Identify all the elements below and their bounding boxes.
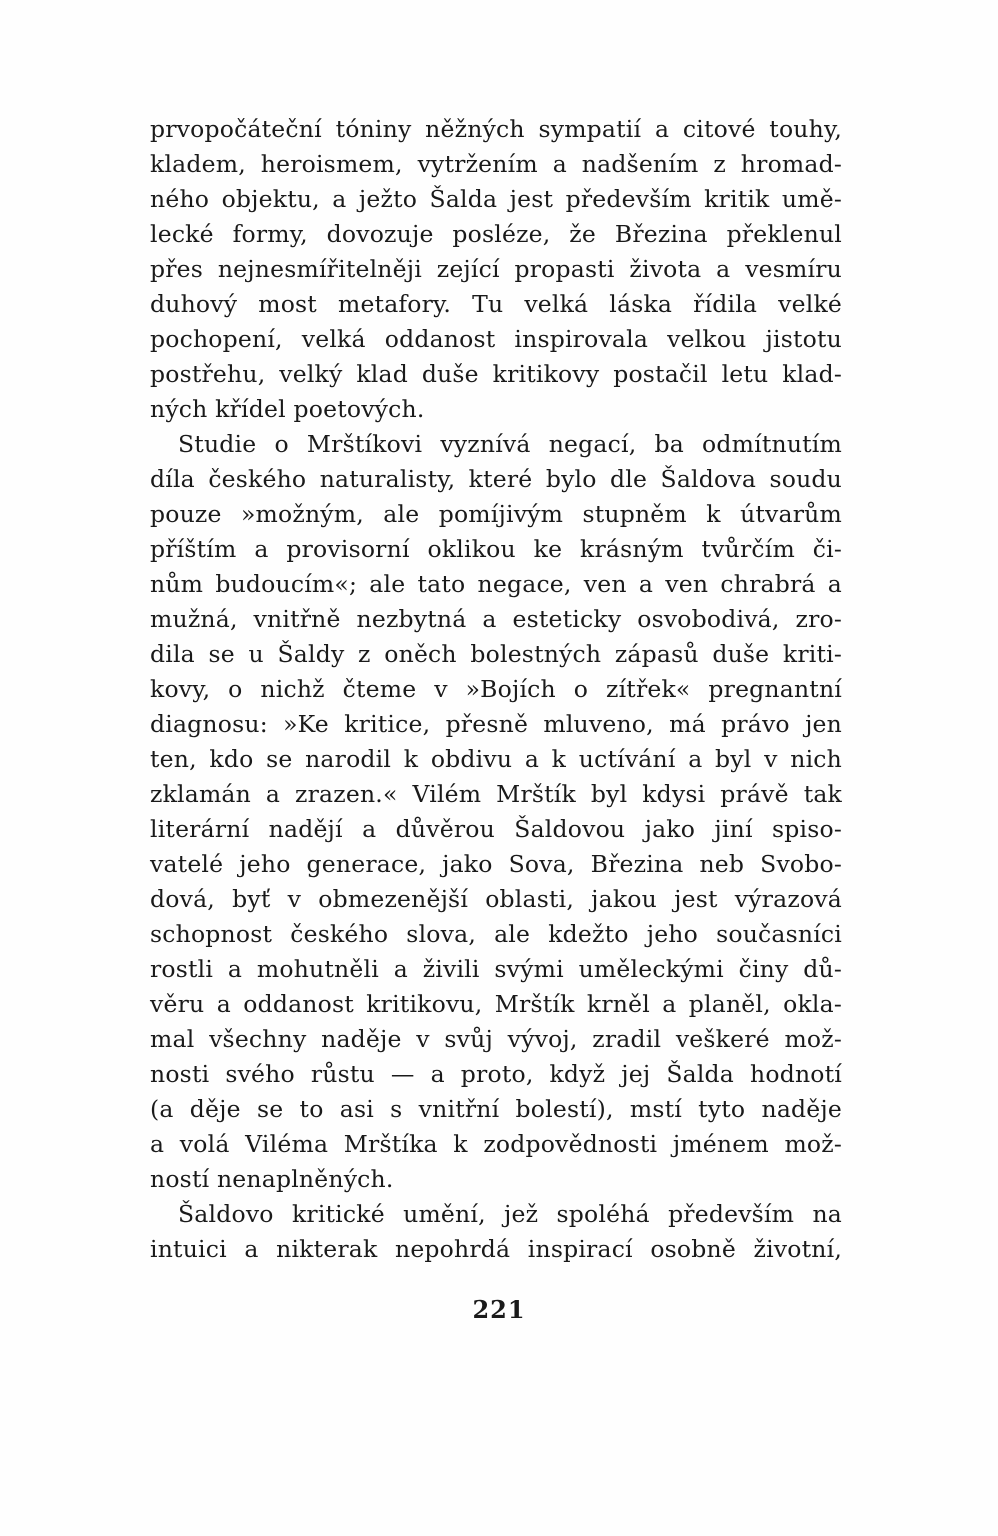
text-line: duhový most metafory. Tu velká láska řídila velké — [150, 290, 842, 318]
text-line: (a děje se to asi s vnitřní bolestí), mstí tyto naděje — [150, 1095, 842, 1123]
text-line: příštím a provisorní oklikou ke krásným tvůrčím či- — [150, 535, 842, 563]
page-number: 221 — [472, 1295, 526, 1324]
text-line: věru a oddanost kritikovu, Mrštík krněl a planěl, okla- — [150, 990, 842, 1018]
text-line: nům budoucím«; ale tato negace, ven a ven chrabrá a — [150, 570, 842, 598]
text-line: nosti svého růstu — a proto, když jej Šalda hodnotí — [150, 1060, 842, 1088]
text-line: ných křídel poetových. — [150, 395, 425, 423]
text-line: mal všechny naděje v svůj vývoj, zradil veškeré mož- — [150, 1025, 842, 1053]
text-line: vatelé jeho generace, jako Sova, Březina neb Svobo- — [150, 850, 842, 878]
text-line: a volá Viléma Mrštíka k zodpovědnosti jménem mož- — [150, 1130, 842, 1158]
text-line: ten, kdo se narodil k obdivu a k uctívání a byl v nich — [150, 745, 842, 773]
body-text — [150, 112, 842, 1267]
text-line: kladem, heroismem, vytržením a nadšením z hromad- — [150, 150, 842, 178]
text-line: ností nenaplněných. — [150, 1165, 394, 1193]
text-line: literární nadějí a důvěrou Šaldovou jako jiní spiso- — [150, 815, 842, 843]
text-line: Šaldovo kritické umění, jež spoléhá především na — [178, 1200, 842, 1228]
text-line: intuici a nikterak nepohrdá inspirací osobně životní, — [150, 1235, 842, 1263]
text-line: ného objektu, a ježto Šalda jest především kritik umě- — [150, 185, 842, 213]
text-line: Studie o Mrštíkovi vyznívá negací, ba odmítnutím — [178, 430, 842, 458]
text-line: mužná, vnitřně nezbytná a esteticky osvobodivá, zro- — [150, 605, 842, 633]
text-line: postřehu, velký klad duše kritikovy postačil letu klad- — [150, 360, 842, 388]
text-line: schopnost českého slova, ale kdežto jeho současníci — [150, 920, 842, 948]
text-line: dová, byť v obmezenější oblasti, jakou jest výrazová — [150, 885, 842, 913]
text-line: rostli a mohutněli a živili svými uměleckými činy dů- — [150, 955, 842, 983]
text-line: pochopení, velká oddanost inspirovala velkou jistotu — [150, 325, 842, 353]
text-line: díla českého naturalisty, které bylo dle Šaldova soudu — [150, 465, 842, 493]
text-line: pouze »možným, ale pomíjivým stupněm k útvarům — [150, 500, 842, 528]
text-line: diagnosu: »Ke kritice, přesně mluveno, má právo jen — [150, 710, 842, 738]
text-line: přes nejnesmířitelněji zející propasti života a vesmíru — [150, 255, 842, 283]
text-line: zklamán a zrazen.« Vilém Mrštík byl kdysi právě tak — [150, 780, 842, 808]
text-line: prvopočáteční tóniny něžných sympatií a citové touhy, — [150, 115, 842, 143]
text-line: kovy, o nichž čteme v »Bojích o zítřek« pregnantní — [150, 675, 842, 703]
text-line: dila se u Šaldy z oněch bolestných zápasů duše kriti- — [150, 640, 842, 668]
text-line: lecké formy, dovozuje posléze, že Březina překlenul — [150, 220, 842, 248]
